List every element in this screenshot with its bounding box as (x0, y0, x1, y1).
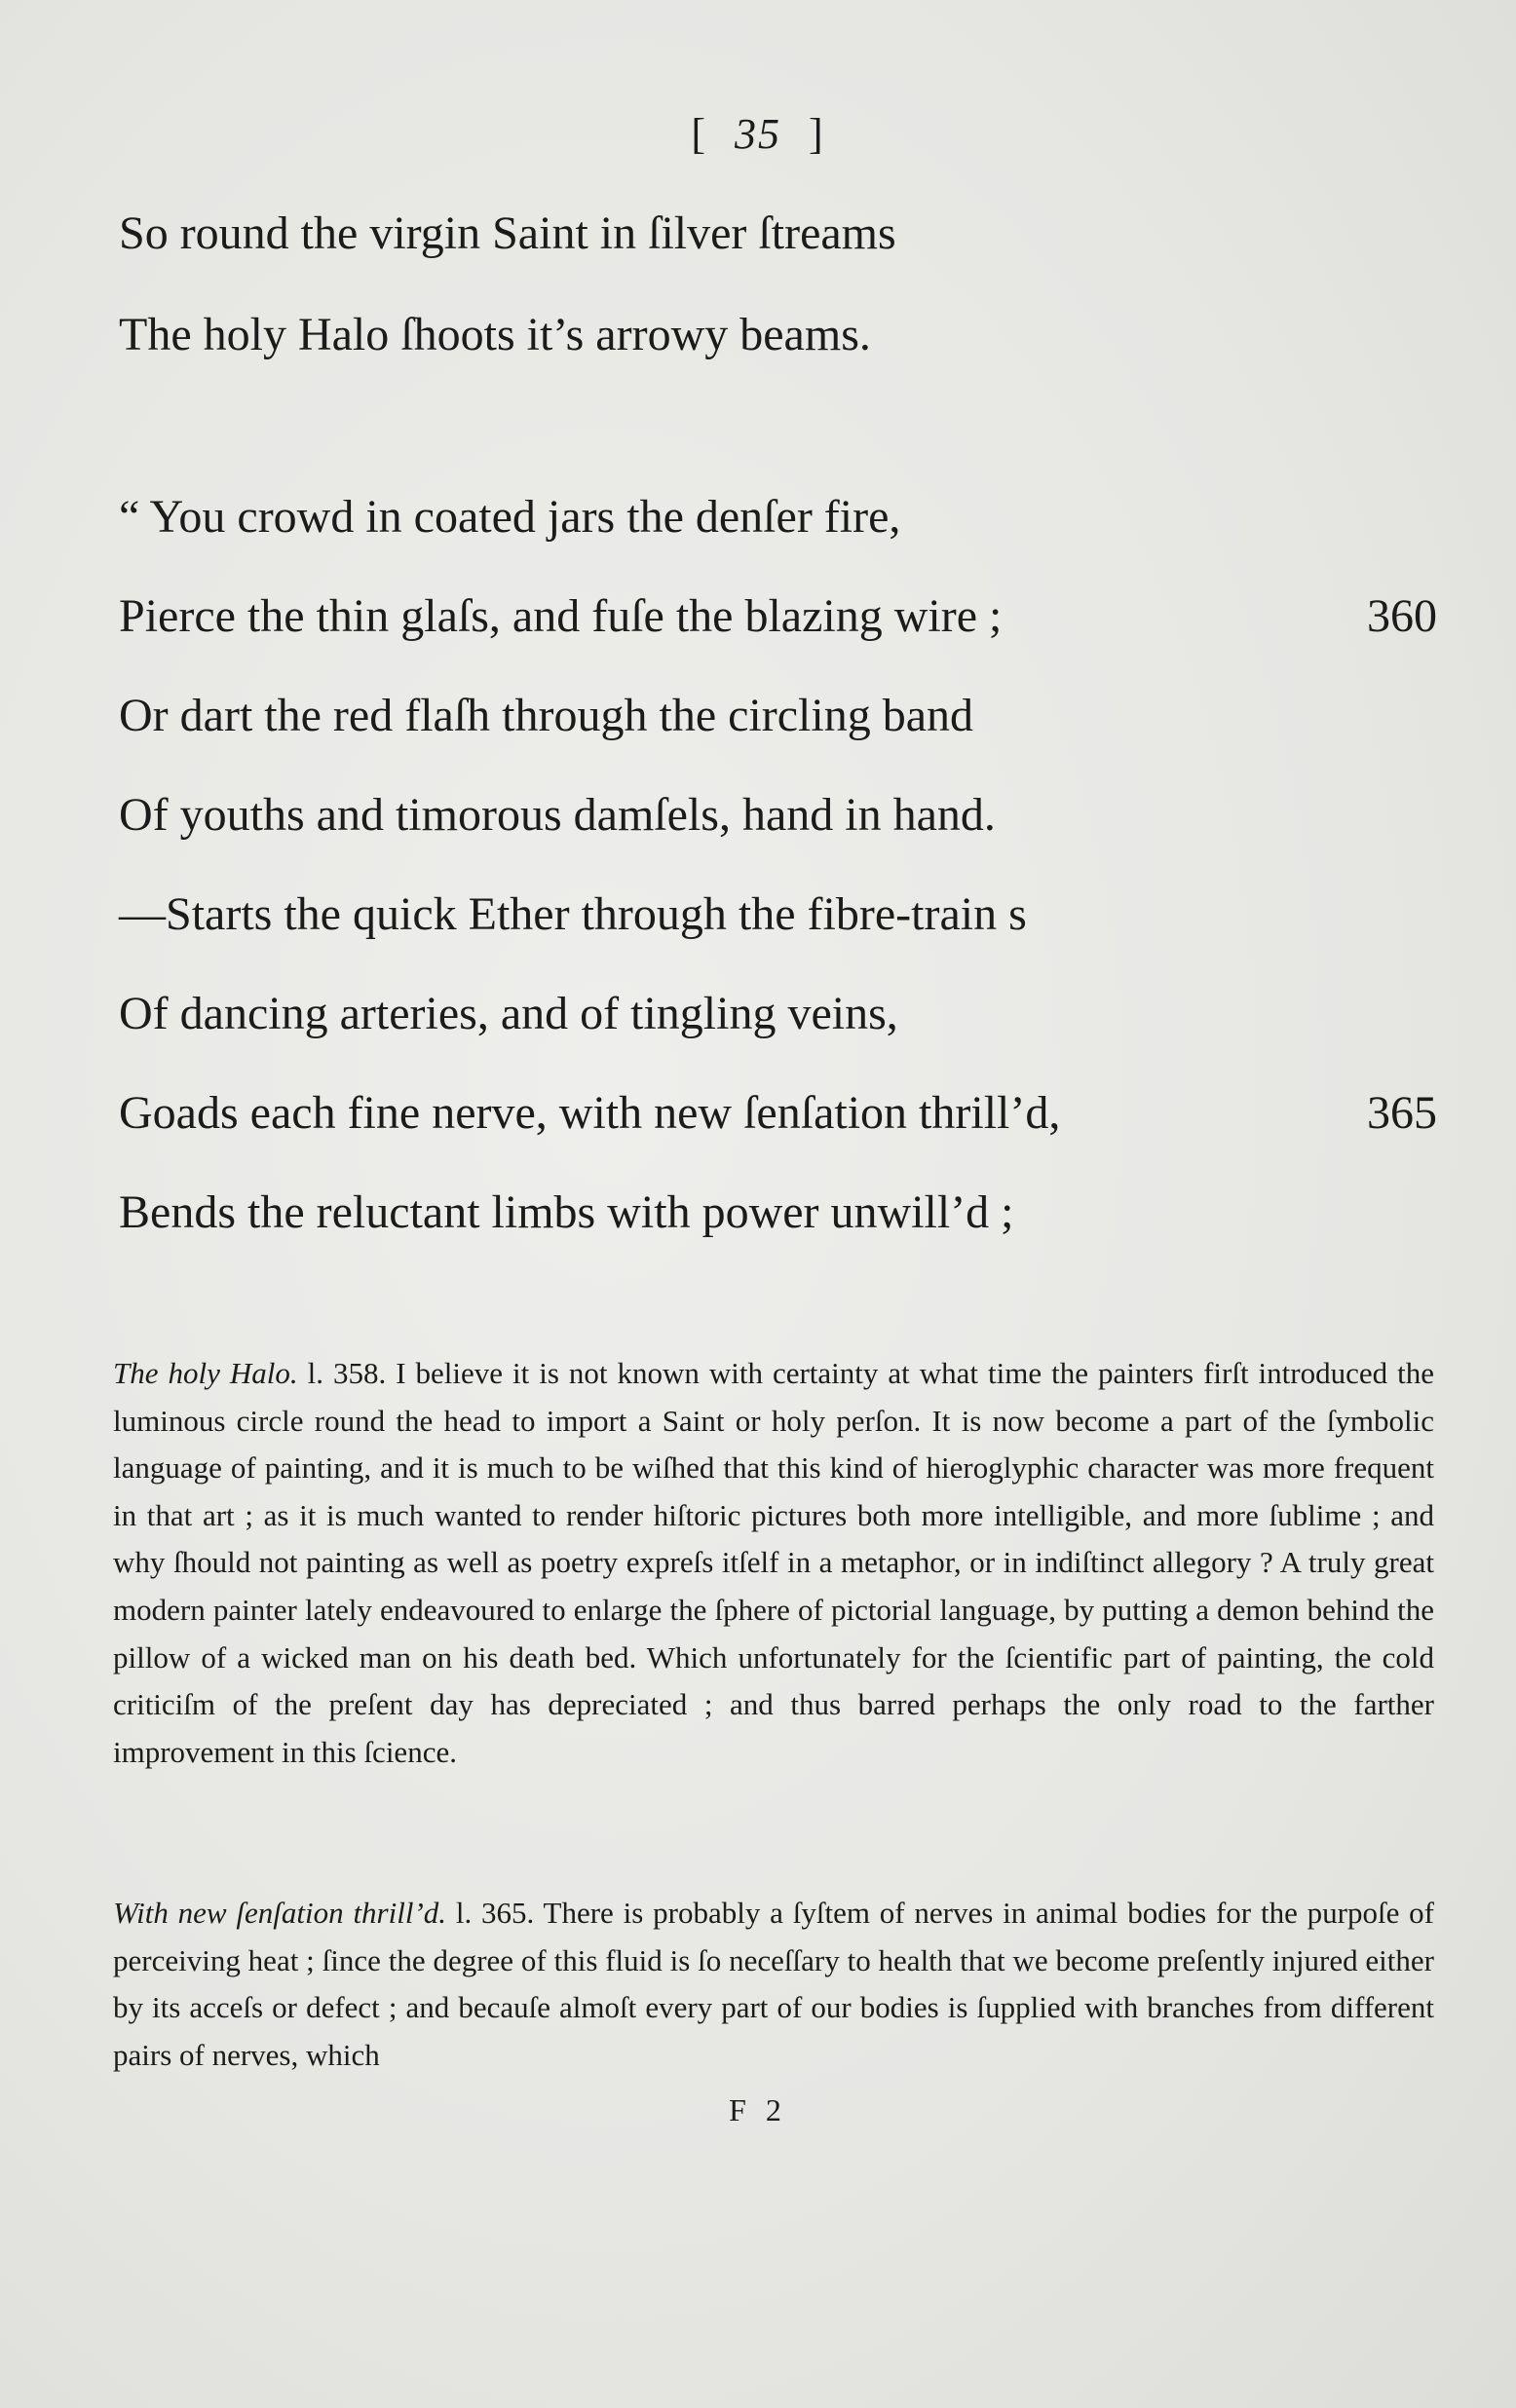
footnote-sensation (113, 1890, 1434, 2079)
verse-line (119, 689, 1434, 742)
bracket-close: ] (809, 110, 825, 158)
line-number: 365 (1367, 1087, 1437, 1139)
footnote-halo (113, 1350, 1434, 1776)
verse-text: Pierce the thin glaſs, and fuſe the blazing wire ; (119, 590, 1003, 642)
verse-line (119, 987, 1434, 1040)
signature-mark: F 2 (729, 2092, 787, 2127)
page-header (0, 109, 1516, 159)
bracket-open: [ (691, 110, 707, 158)
verse-line (119, 589, 1437, 643)
verse-text: The holy Halo ſhoots it’s arrowy beams. (119, 309, 871, 360)
verse-text: —Starts the quick Ether through the fibre-train s (119, 888, 1027, 940)
verse-text: So round the virgin Saint in ſilver ſtreams (119, 207, 896, 259)
footnote-text: l. 365. There is probably a ſyſtem of nerves in animal bodies for the purpoſe of perceiving heat ; ſince the degree of this fluid is ſo neceſſary to health that we become preſently injured either by its acceſs or defect ; and becauſe almoſt every part of our bodies is ſupplied with branches from different pairs of nerves, which (113, 1896, 1434, 2072)
verse-line (119, 490, 1434, 544)
verse-text: “ You crowd in coated jars the denſer fire, (119, 491, 901, 543)
verse-text: Or dart the red flaſh through the circling band (119, 690, 974, 741)
verse-line (119, 887, 1434, 941)
verse-text: Of youths and timorous damſels, hand in hand. (119, 789, 996, 841)
verse-line (119, 1185, 1434, 1239)
verse-line (119, 308, 1434, 361)
verse-line (119, 788, 1434, 842)
verse-text: Of dancing arteries, and of tingling veins, (119, 988, 898, 1039)
page-number: 35 (735, 110, 781, 158)
verse-line (119, 207, 1434, 260)
footnote-lead: The holy Halo. (113, 1356, 298, 1390)
verse-line (119, 1086, 1437, 1140)
line-number: 360 (1367, 590, 1437, 642)
footnote-text: l. 358. I believe it is not known with certainty at what time the painters firſt introduced the luminous circle round the head to import a Saint or holy perſon. It is now become a part of the ſymbolic language of painting, and it is much to be wiſhed that this kind of hieroglyphic character was more frequent in that art ; as it is much wanted to render hiſtoric pictures both more intelligible, and more ſublime ; and why ſhould not painting as well as poetry expreſs itſelf in a metaphor, or in indiſtinct allegory ? A truly great modern painter lately endeavoured to enlarge the ſphere of pictorial language, by putting a demon behind the pillow of a wicked man on his death bed. Which unfortunately for the ſcientific part of painting, the cold criticiſm of the preſent day has depreciated ; and thus barred perhaps the only road to the farther improvement in this ſcience. (113, 1356, 1434, 1769)
footnote-lead: With new ſenſation thrill’d. (113, 1896, 447, 1930)
verse-text: Goads each fine nerve, with new ſenſation thrill’d, (119, 1087, 1061, 1139)
verse-text: Bends the reluctant limbs with power unwill’d ; (119, 1186, 1014, 1238)
